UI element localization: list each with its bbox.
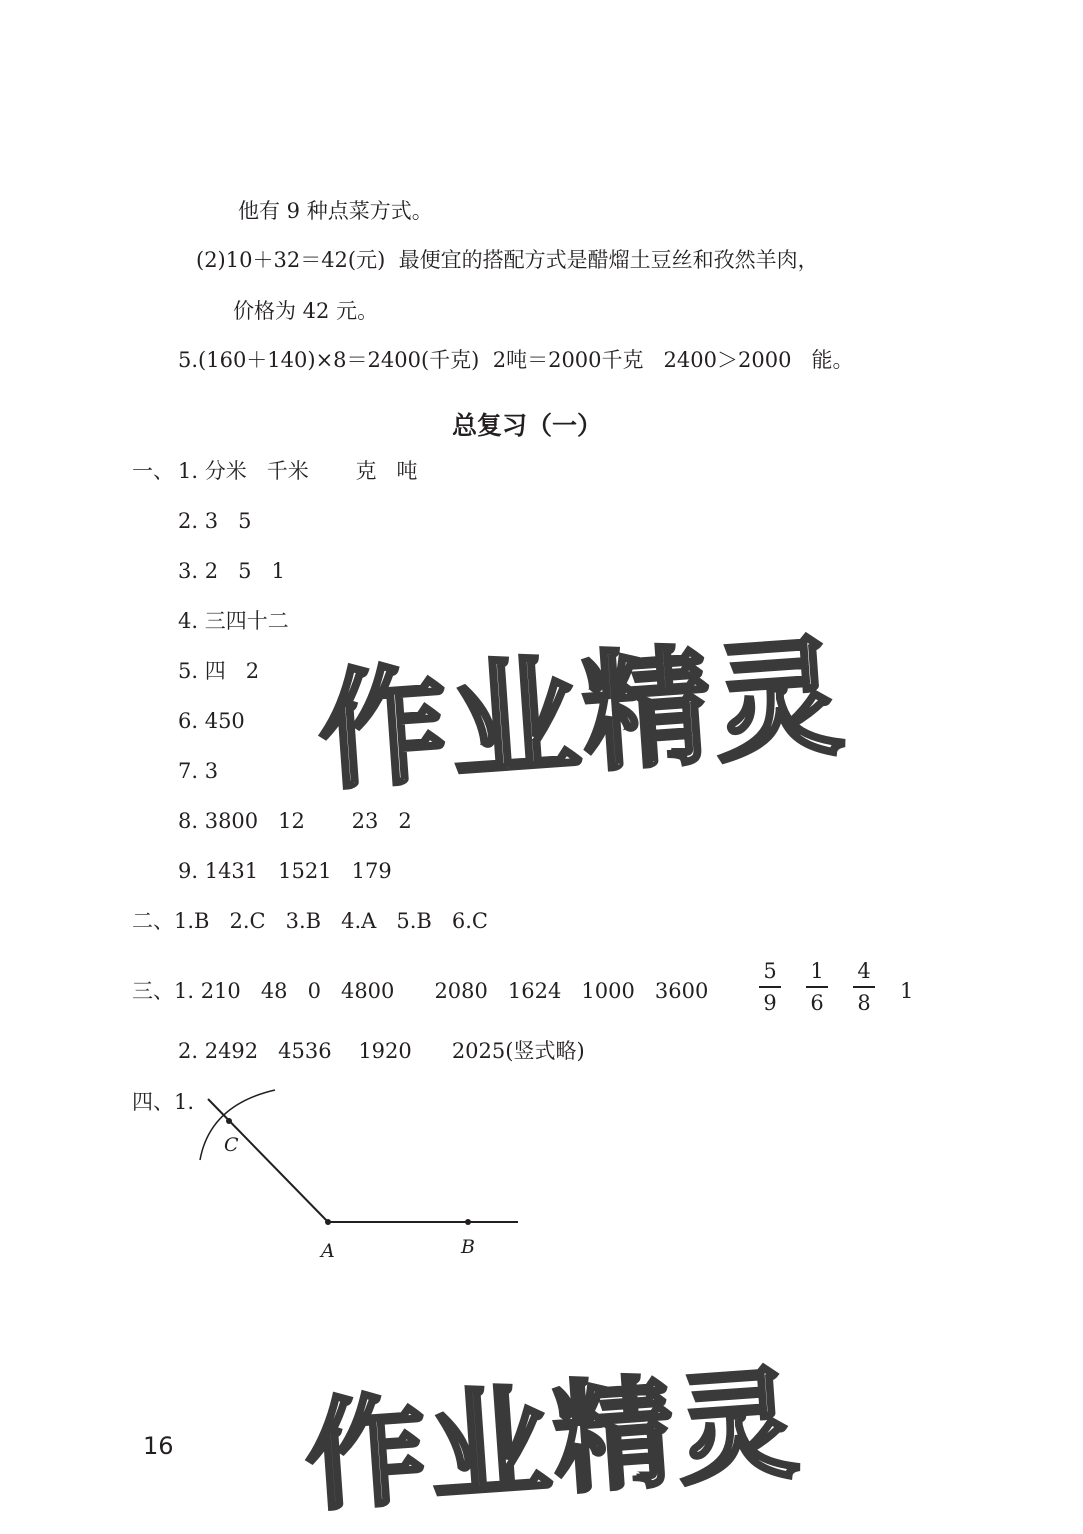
section-4-prefix: 四、1. [132, 1090, 195, 1114]
answer-line-4: 5.(160＋140)×8＝2400(千克) 2吨＝2000千克 2400＞2000 能。 [178, 348, 854, 372]
fraction-numerator: 4 [857, 959, 871, 983]
section-1-item: 5. 四 2 [178, 659, 260, 683]
answer-line-2: (2)10＋32＝42(元) 最便宜的搭配方式是醋熘土豆丝和孜然羊肉， [196, 248, 819, 272]
watermark-middle: 作业精灵 [314, 622, 852, 809]
fraction-bar [759, 986, 781, 988]
label-b: B [461, 1236, 475, 1258]
point-b [465, 1219, 471, 1225]
section-3-line-2: 2. 2492 4536 1920 2025(竖式略) [178, 1039, 585, 1063]
section-1-item: 8. 3800 12 23 2 [178, 809, 412, 833]
page-title: 总复习（一） [452, 411, 603, 440]
fraction-bar [806, 986, 828, 988]
fraction-5-9 [759, 958, 781, 1016]
section-1-item: 7. 3 [178, 759, 219, 783]
fraction-1-6 [806, 958, 828, 1016]
label-c: C [224, 1134, 239, 1156]
fraction-4-8 [853, 958, 875, 1016]
fraction-bar [853, 986, 875, 988]
section-3-tail: 1 [900, 979, 914, 1003]
page-number: 16 [143, 1432, 174, 1460]
point-a [325, 1219, 331, 1225]
section-1-item: 1. 分米 千米 克 吨 [178, 459, 418, 483]
section-1-item: 6. 450 [178, 709, 245, 733]
answer-line-1: 他有 9 种点菜方式。 [238, 199, 433, 223]
section-1-prefix: 一、 [132, 459, 174, 483]
fraction-denominator: 9 [763, 990, 777, 1015]
fraction-denominator: 8 [857, 990, 871, 1015]
section-1-item: 3. 2 5 1 [178, 559, 285, 583]
section-1-item: 4. 三四十二 [178, 609, 289, 633]
section-1-item: 9. 1431 1521 179 [178, 859, 392, 883]
angle-construction-figure [180, 1085, 540, 1275]
ray-ac [208, 1099, 328, 1222]
label-a: A [321, 1240, 335, 1262]
section-1-item: 2. 3 5 [178, 509, 252, 533]
section-3-line-1: 三、1. 210 48 0 4800 2080 1624 1000 3600 [132, 979, 709, 1003]
answer-line-3: 价格为 42 元。 [233, 299, 379, 323]
watermark-bottom: 作业精灵 [301, 1354, 806, 1529]
point-c [226, 1118, 232, 1124]
fraction-denominator: 6 [810, 990, 824, 1015]
fraction-numerator: 1 [810, 959, 824, 983]
fraction-numerator: 5 [763, 959, 777, 983]
section-2-answers: 二、1.B 2.C 3.B 4.A 5.B 6.C [132, 909, 488, 933]
